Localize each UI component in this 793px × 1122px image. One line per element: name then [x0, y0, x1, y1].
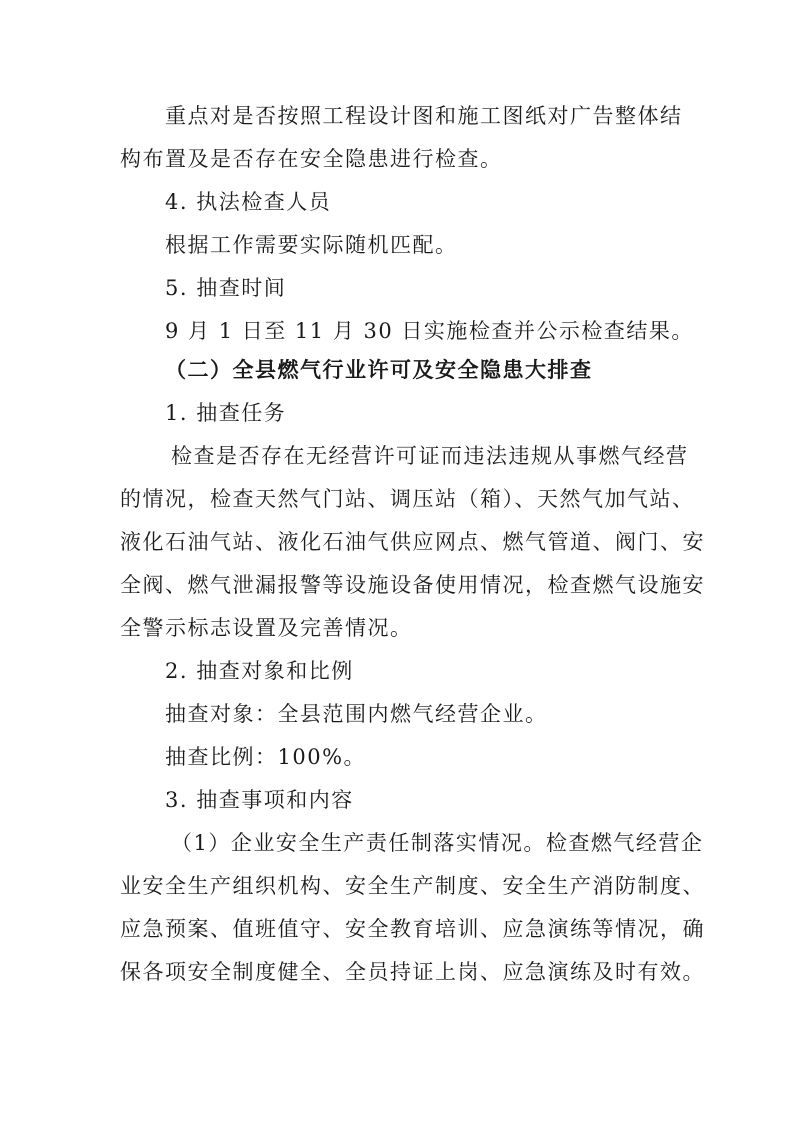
- paragraph-line: （1）企业安全生产责任制落实情况。检查燃气经营企: [171, 831, 704, 855]
- paragraph-line: 业安全生产组织机构、安全生产制度、安全生产消防制度、: [120, 874, 705, 898]
- paragraph-line: 抽查对象：全县范围内燃气经营企业。: [165, 702, 548, 726]
- paragraph-line: 根据工作需要实际随机匹配。: [165, 233, 458, 257]
- paragraph-line: 检查是否存在无经营许可证而违法违规从事燃气经营: [171, 444, 689, 468]
- paragraph-line: 应急预案、值班值守、安全教育培训、应急演练等情况，确: [120, 917, 705, 941]
- subheading-time: 5. 抽查时间: [165, 276, 287, 300]
- paragraph-line: 抽查比例：100%。: [165, 745, 367, 769]
- paragraph-line: 9 月 1 日至 11 月 30 日实施检查并公示检查结果。: [165, 319, 694, 343]
- subheading-items: 3. 抽查事项和内容: [165, 788, 354, 812]
- paragraph-line: 全警示标志设置及完善情况。: [120, 616, 413, 640]
- paragraph-line: 重点对是否按照工程设计图和施工图纸对广告整体结: [165, 104, 683, 128]
- subheading-object: 2. 抽查对象和比例: [165, 659, 354, 683]
- paragraph-line: 构布置及是否存在安全隐患进行检查。: [120, 147, 503, 171]
- paragraph-line: 液化石油气站、液化石油气供应网点、燃气管道、阀门、安: [120, 530, 705, 554]
- section-heading: （二）全县燃气行业许可及安全隐患大排查: [165, 358, 593, 382]
- paragraph-line: 的情况，检查天然气门站、调压站（箱）、天然气加气站、: [120, 487, 695, 511]
- paragraph-line: 全阀、燃气泄漏报警等设施设备使用情况，检查燃气设施安: [120, 573, 705, 597]
- subheading-executors: 4. 执法检查人员: [165, 190, 332, 214]
- subheading-task: 1. 抽查任务: [165, 401, 287, 425]
- paragraph-line: 保各项安全制度健全、全员持证上岗、应急演练及时有效。: [120, 960, 705, 984]
